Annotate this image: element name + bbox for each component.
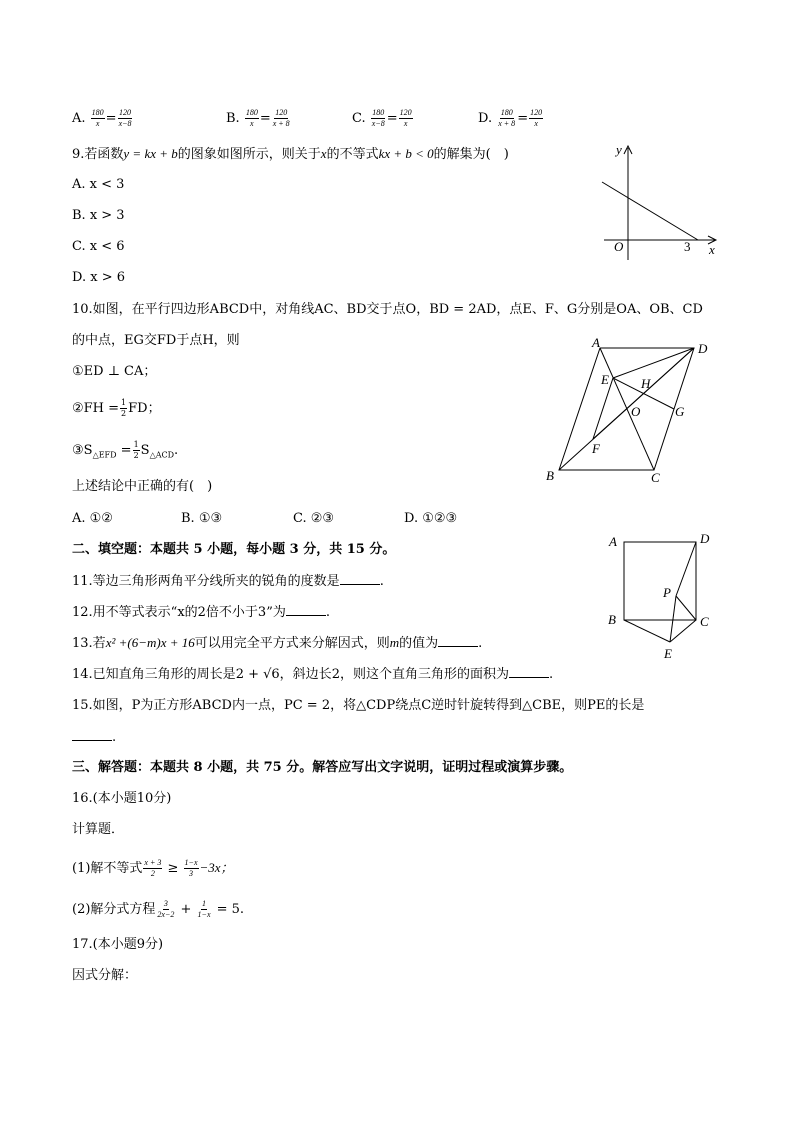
q10-stem-line1: 10.如图，在平行四边形ABCD中，对角线AC、BD交于点O，BD = 2AD，点E、F、G分别是OA、OB、CD bbox=[72, 302, 703, 317]
q10-option-b: B. ①③ bbox=[181, 511, 223, 526]
segment-dp bbox=[676, 542, 696, 596]
label-d: D bbox=[698, 341, 708, 356]
q8-option-d: D. $\frac{180}{x + 8}$ = $\frac{120}{x}$ bbox=[478, 108, 543, 128]
q10-option-a: A. ①② bbox=[72, 511, 113, 526]
label-a: A bbox=[592, 335, 600, 350]
q10-option-c: C. ②③ bbox=[293, 511, 335, 526]
q16-sub: 计算题． bbox=[72, 822, 125, 837]
q8-option-a: A. $\frac{180}{x}$ = $\frac{120}{x-8}$ bbox=[72, 108, 132, 128]
segment-pc bbox=[676, 596, 696, 620]
q10-conclusion-2: ②FH = $\frac{1}{2}$ FD； bbox=[72, 398, 161, 418]
label-3: 3 bbox=[684, 239, 691, 254]
q12: 12.用不等式表示“x的2倍不小于3”为 . bbox=[72, 605, 330, 620]
label-a: A bbox=[609, 534, 617, 549]
label-e: E bbox=[601, 372, 609, 387]
label-origin: O bbox=[614, 239, 624, 254]
segment-ec bbox=[670, 620, 696, 642]
q9-graph-figure bbox=[596, 140, 726, 265]
segment-be bbox=[624, 620, 670, 642]
label-c: C bbox=[700, 614, 709, 629]
q10-stem-line2: 的中点，EG交FD于点H，则 bbox=[72, 333, 240, 348]
label-y: y bbox=[616, 142, 622, 157]
label-c: C bbox=[651, 470, 660, 485]
q10-ask: 上述结论中正确的有( ) bbox=[72, 479, 213, 494]
q16-part1: (1)解不等式 $\frac{x + 3}{2}$ ≥ $\frac{1-x}{3}$ −3x； bbox=[72, 858, 234, 878]
label-x: x bbox=[709, 242, 715, 257]
q10-option-d: D. ①②③ bbox=[404, 511, 458, 526]
label-g: G bbox=[675, 404, 685, 419]
q9-option-d: D. x > 6 bbox=[72, 270, 125, 285]
function-line bbox=[602, 182, 698, 240]
q17-sub: 因式分解： bbox=[72, 968, 138, 983]
q8-option-b: B. $\frac{180}{x}$ = $\frac{120}{x + 8}$ bbox=[226, 108, 290, 128]
segment-pe bbox=[670, 596, 676, 642]
q15-line2: . bbox=[72, 728, 116, 747]
q9-option-a: A. x < 3 bbox=[72, 177, 125, 192]
q14: 14.已知直角三角形的周长是2 + √6，斜边长2，则这个直角三角形的面积为 . bbox=[72, 667, 554, 682]
label-f: F bbox=[592, 441, 600, 456]
section3-title: 三、解答题：本题共 8 小题，共 75 分。解答应写出文字说明，证明过程或演算步骤。 bbox=[72, 760, 573, 775]
q16-part2: (2)解分式方程 $\frac{3}{2x-2}$ + $\frac{1}{1-x}$ = 5. bbox=[72, 899, 245, 919]
label-d: D bbox=[700, 531, 710, 546]
q9-option-b: B. x > 3 bbox=[72, 208, 125, 223]
q11: 11.等边三角形两角平分线所夹的锐角的度数是 . bbox=[72, 574, 384, 589]
q17-head: 17.(本小题9分) bbox=[72, 937, 164, 952]
square-abcd bbox=[624, 542, 696, 620]
q16-head: 16.(本小题10分) bbox=[72, 791, 172, 806]
q9-stem: 9.若函数y = kx + b的图象如图所示，则关于x的不等式kx + b < 0的解集为( ) bbox=[72, 146, 509, 162]
label-h: H bbox=[641, 376, 651, 391]
q15-line1: 15.如图，P为正方形ABCD内一点，PC = 2，将△CDP绕点C逆时针旋转得到△CBE，则PE的长是 bbox=[72, 698, 645, 713]
label-b: B bbox=[608, 612, 616, 627]
label-o: O bbox=[631, 404, 641, 419]
q15-square-figure bbox=[600, 528, 725, 663]
section2-title: 二、填空题：本题共 5 小题，每小题 3 分，共 15 分。 bbox=[72, 542, 396, 557]
label-e: E bbox=[664, 646, 672, 661]
q8-option-c: C. $\frac{180}{x-8}$ = $\frac{120}{x}$ bbox=[352, 108, 412, 128]
q10-conclusion-1: ①ED ⊥ CA； bbox=[72, 364, 157, 379]
q10-conclusion-3: $③S_{\triangle EFD}$ = $\frac{1}{2}$ $S_{\triangle ACD}$. bbox=[72, 440, 179, 460]
segment-ed bbox=[613, 348, 694, 378]
q10-parallelogram-figure bbox=[540, 335, 720, 485]
q9-option-c: C. x < 6 bbox=[72, 239, 125, 254]
label-p: P bbox=[663, 585, 671, 600]
q13: 13.若x² +(6−m)x + 16可以用完全平方式来分解因式，则m的值为 . bbox=[72, 635, 483, 651]
label-b: B bbox=[546, 468, 554, 483]
